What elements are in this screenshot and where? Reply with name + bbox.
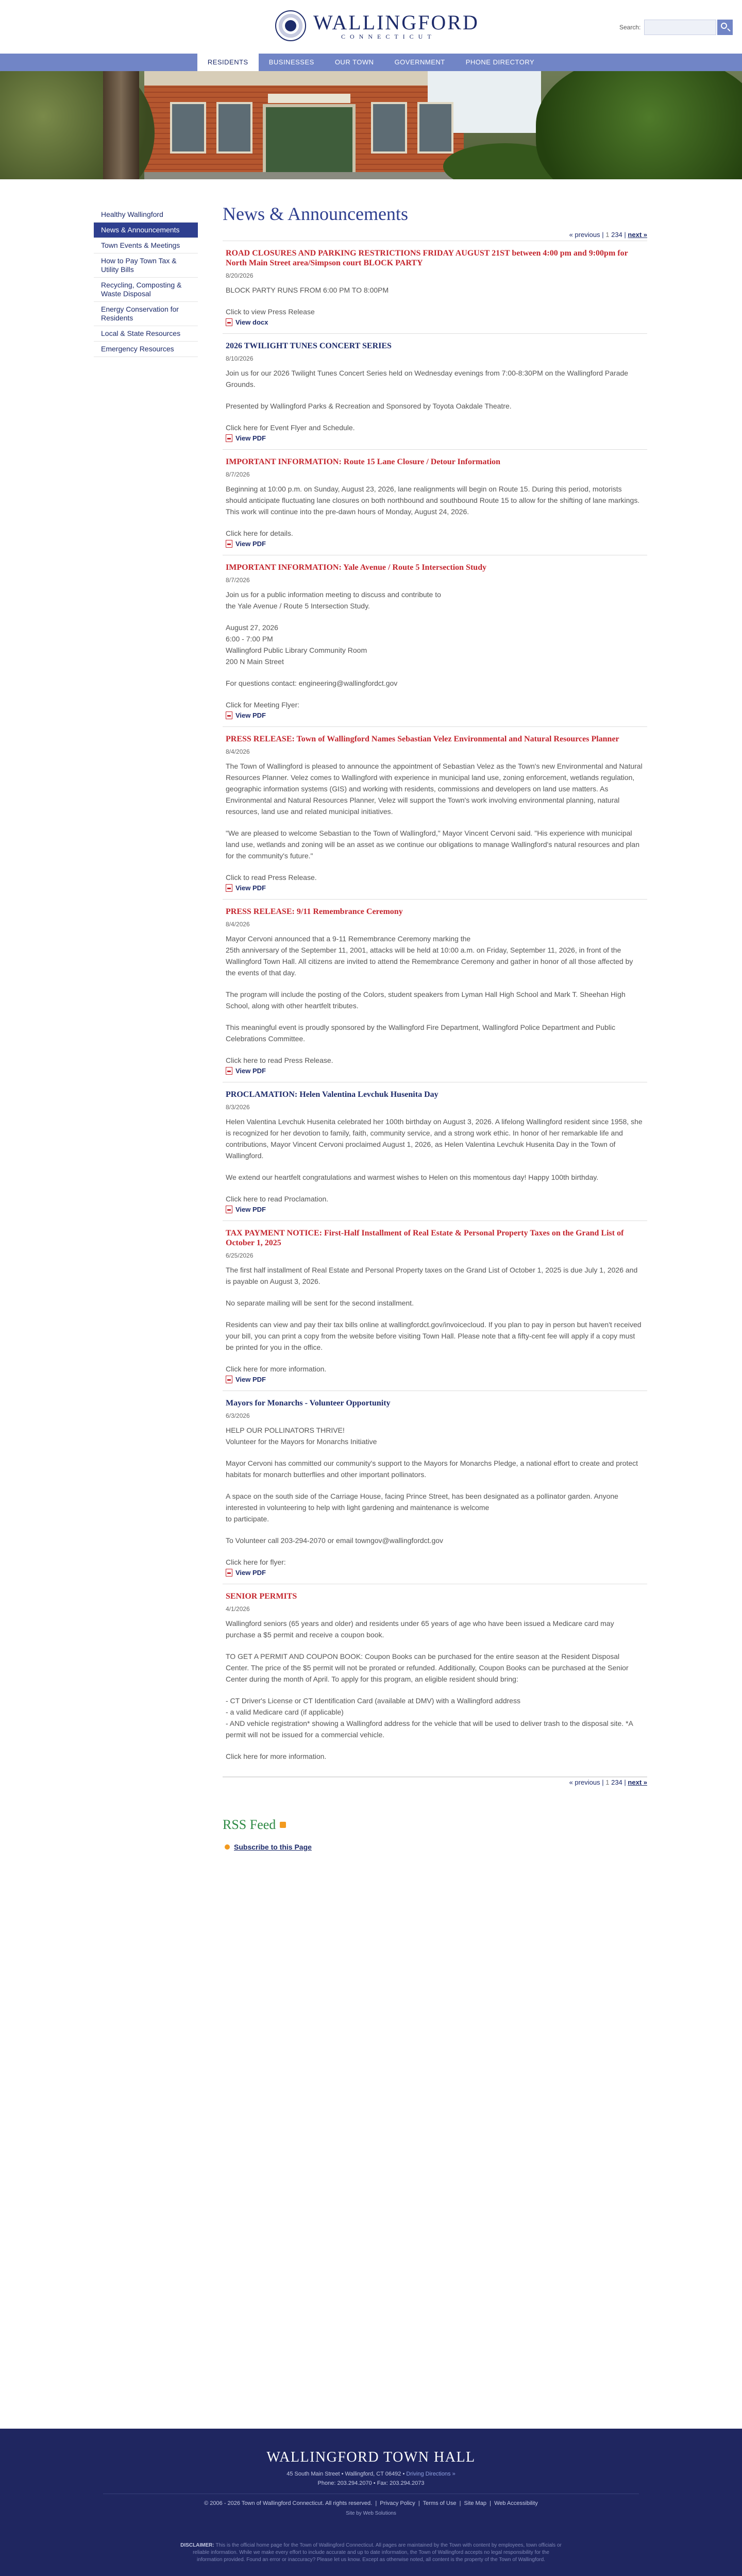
article-date: 6/25/2026 bbox=[226, 1252, 254, 1259]
article-paragraph: Wallingford seniors (65 years and older) and residents under 65 years of age who have been issued a Medicare card may purchase a $5 permit and receive a coupon book. bbox=[226, 1619, 614, 1639]
pager-separator: | bbox=[602, 1778, 604, 1786]
privacy-policy-link[interactable]: Privacy Policy bbox=[380, 2500, 415, 2506]
pager-page-2[interactable]: 2 bbox=[611, 1778, 615, 1786]
article-paragraph: Mayor Cervoni announced that a 9-11 Remembrance Ceremony marking the 25th anniversary of the September 11, 2001, attacks will be held at 10:00 a.m. on Friday, September 11, 2026, in front of the Wallingford Town Hall. All citizens are invited to attend the Remembrance Ceremony and gather in honor of all those affected by the events of that day. bbox=[226, 935, 633, 977]
sidebar-item-news-announcements[interactable]: News & Announcements bbox=[94, 223, 198, 238]
pager-page-4[interactable]: 4 bbox=[618, 1778, 622, 1786]
article-paragraph: Presented by Wallingford Parks & Recreation and Sponsored by Toyota Oakdale Theatre. bbox=[226, 402, 512, 410]
sidebar-item-healthy-wallingford[interactable]: Healthy Wallingford bbox=[94, 207, 198, 223]
terms-of-use-link[interactable]: Terms of Use bbox=[423, 2500, 457, 2506]
pagination-bottom bbox=[223, 1777, 647, 1787]
article-paragraph: TO GET A PERMIT AND COUPON BOOK: Coupon Books can be purchased for the entire season at the Resident Disposal Center. The price of the $5 permit will not be prorated or refunded. Additionally, Coupon Books can be purchased at the Senior Center during the month of April. To apply for this program, an eligible resident should bring: bbox=[226, 1652, 629, 1683]
nav-item-phone-directory[interactable]: PHONE DIRECTORY bbox=[465, 58, 535, 66]
page-title: News & Announcements bbox=[223, 204, 408, 224]
article-title[interactable]: IMPORTANT INFORMATION: Route 15 Lane Closure / Detour Information bbox=[226, 457, 501, 466]
article-paragraph: Click to read Press Release. bbox=[226, 873, 317, 882]
nav-item-government[interactable]: GOVERNMENT bbox=[394, 58, 445, 66]
sidebar-item-town-events[interactable]: Town Events & Meetings bbox=[94, 238, 198, 253]
article-date: 8/20/2026 bbox=[226, 272, 254, 279]
article-paragraph: The Town of Wallingford is pleased to announce the appointment of Sebastian Velez as the Town's new Environmental and Natural Resources Planner. Velez comes to Wallingford with experience in municipal land use, zoning enforcement, wetlands regulation, geographic information systems (GIS) and working with residents, commissions and developers on land use matters. As Environmental and Natural Resources Planner, Velez will support the Town's work involving environmental planning, natural resources, land use and related municipal initiatives. bbox=[226, 762, 643, 816]
article-paragraph: This meaningful event is proudly sponsored by the Wallingford Fire Department, Wallingford Police Department and Public Celebrations Committee. bbox=[226, 1023, 616, 1043]
subscribe-link[interactable] bbox=[225, 1843, 647, 1851]
pager-next[interactable]: next » bbox=[628, 1778, 647, 1786]
pager-previous[interactable]: « previous bbox=[569, 231, 600, 239]
search-label: Search: bbox=[619, 24, 641, 31]
article-title[interactable]: PROCLAMATION: Helen Valentina Levchuk Husenita Day bbox=[226, 1090, 439, 1099]
web-accessibility-link[interactable]: Web Accessibility bbox=[494, 2500, 538, 2506]
article-title[interactable]: TAX PAYMENT NOTICE: First-Half Installment of Real Estate & Personal Property Taxes on the Grand List of October 1, 2025 bbox=[226, 1229, 624, 1247]
article-title[interactable]: SENIOR PERMITS bbox=[226, 1592, 297, 1601]
article-paragraph: Mayor Cervoni has committed our community's support to the Mayors for Monarchs Pledge, a national effort to create and protect habitats for monarch butterflies and other important pollinators. bbox=[226, 1459, 638, 1479]
pager-page-3[interactable]: 3 bbox=[615, 231, 619, 239]
pager-current: 1 bbox=[605, 1778, 610, 1786]
attachment-label: View docx bbox=[235, 318, 268, 326]
attachment-link[interactable] bbox=[226, 711, 644, 719]
article-paragraph: Join us for our 2026 Twilight Tunes Concert Series held on Wednesday evenings from 7:00-8:30PM on the Wallingford Parade Grounds. bbox=[226, 369, 629, 388]
article-paragraph: Helen Valentina Levchuk Husenita celebrated her 100th birthday on August 3, 2026. A lifelong Wallingford resident since 1958, she is recognized for her devotion to family, faith, community service, and a strong work ethic. In honor of her remarkable life and contributions, Mayor Vincent Cervoni proclaimed August 1, 2026, as Helen Valentina Levchuk Husenita Day in the Town of Wallingford. bbox=[226, 1117, 643, 1160]
document-icon bbox=[226, 1067, 232, 1075]
article-paragraph: Click here for Event Flyer and Schedule. bbox=[226, 423, 355, 432]
sidebar-item-recycling[interactable]: Recycling, Composting & Waste Disposal bbox=[94, 278, 198, 302]
article-paragraph: Click here for more information. bbox=[226, 1752, 327, 1760]
nav-item-residents[interactable]: RESIDENTS bbox=[197, 54, 259, 71]
attachment-label: View PDF bbox=[235, 1206, 266, 1213]
search-input[interactable] bbox=[644, 20, 716, 35]
article-paragraph: "We are pleased to welcome Sebastian to the Town of Wallingford," Mayor Vincent Cervoni said. "His experience with municipal land use, wetlands and zoning will be an asset as we continue our obligations to manage Wallingford's natural resources and plan for the community's future." bbox=[226, 829, 639, 860]
attachment-link[interactable] bbox=[226, 434, 644, 442]
sidebar-item-pay-tax-bills[interactable]: How to Pay Town Tax & Utility Bills bbox=[94, 253, 198, 278]
news-article bbox=[223, 727, 647, 900]
article-paragraph: August 27, 2026 6:00 - 7:00 PM Wallingford Public Library Community Room 200 N Main Street bbox=[226, 623, 367, 666]
sidebar-item-energy-conservation[interactable]: Energy Conservation for Residents bbox=[94, 302, 198, 326]
pager-separator: | bbox=[624, 231, 626, 239]
pager-current: 1 bbox=[605, 231, 610, 239]
main-content bbox=[223, 203, 647, 1851]
article-paragraph: To Volunteer call 203-294-2070 or email towngov@wallingfordct.gov bbox=[226, 1536, 444, 1545]
nav-item-businesses[interactable]: BUSINESSES bbox=[268, 58, 314, 66]
pager-page-3[interactable]: 3 bbox=[615, 1778, 619, 1786]
article-paragraph: BLOCK PARTY RUNS FROM 6:00 PM TO 8:00PM bbox=[226, 286, 389, 294]
article-date: 4/1/2026 bbox=[226, 1605, 250, 1613]
attachment-link[interactable] bbox=[226, 1569, 644, 1577]
news-article bbox=[223, 241, 647, 334]
news-article bbox=[223, 1082, 647, 1221]
attachment-label: View PDF bbox=[235, 434, 266, 442]
article-paragraph: Join us for a public information meeting to discuss and contribute to the Yale Avenue / Route 5 Intersection Study. bbox=[226, 590, 441, 610]
attachment-label: View PDF bbox=[235, 884, 266, 892]
attachment-label: View PDF bbox=[235, 711, 266, 719]
article-paragraph: Click here to read Proclamation. bbox=[226, 1195, 329, 1203]
town-hall-entrance bbox=[263, 104, 356, 179]
article-paragraph: No separate mailing will be sent for the second installment. bbox=[226, 1299, 414, 1307]
footer-address: 45 South Main Street • Wallingford, CT 06492 • Driving Directions » bbox=[286, 2471, 456, 2477]
site-header bbox=[0, 0, 742, 54]
news-article bbox=[223, 334, 647, 450]
news-article bbox=[223, 900, 647, 1082]
article-paragraph: Click to view Press Release bbox=[226, 308, 315, 316]
article-title[interactable]: ROAD CLOSURES AND PARKING RESTRICTIONS FRIDAY AUGUST 21ST between 4:00 pm and 9:00pm for North Main Street area/Simpson court BLOCK PARTY bbox=[226, 249, 628, 267]
pager-next[interactable]: next » bbox=[628, 231, 647, 239]
document-icon bbox=[226, 318, 232, 326]
logo-name: WALLINGFORD bbox=[313, 11, 479, 34]
article-paragraph: Beginning at 10:00 p.m. on Sunday, August 23, 2026, lane realignments will begin on Route 15. During this period, motorists should anticipate fluctuating lane closures on both northbound and southbound Route 15 to allow for the shifting of lane markings. This work will continue into the pre-dawn hours of Monday, August 24, 2026. bbox=[226, 485, 640, 516]
attachment-link[interactable] bbox=[226, 318, 644, 326]
footer-copyright: © 2006 - 2026 Town of Wallingford Connecticut. All rights reserved. bbox=[204, 2500, 373, 2506]
rss-section bbox=[223, 1817, 647, 1851]
document-icon bbox=[226, 711, 232, 719]
article-title[interactable]: PRESS RELEASE: 9/11 Remembrance Ceremony bbox=[226, 907, 403, 916]
article-date: 8/4/2026 bbox=[226, 748, 250, 755]
rss-title bbox=[223, 1817, 647, 1833]
article-paragraph: Click here for flyer: bbox=[226, 1558, 286, 1566]
article-paragraph: Click here to read Press Release. bbox=[226, 1056, 333, 1064]
disclaimer-text: This is the official home page for the Town of Wallingford Connecticut. All pages are maintained by the Town with content by employees, town officials or reliable information. While we make every effort to include accurate and up to date information, the Town of Wallingford accepts no legal responsibility for the information provided. Found an error or inaccuracy? Please let us know. Except as otherwise noted, all content is the property of the Town of Wallingford. bbox=[193, 2543, 562, 2563]
attachment-label: View PDF bbox=[235, 540, 266, 548]
pager-separator: | bbox=[602, 231, 604, 239]
article-date: 6/3/2026 bbox=[226, 1412, 250, 1419]
footer-disclaimer bbox=[180, 2542, 562, 2564]
article-paragraph: A space on the south side of the Carriage House, facing Prince Street, has been designated as a pollinator garden. Anyone interested in volunteering to help with light gardening and maintenance is welcome to participate. bbox=[226, 1492, 618, 1523]
article-date: 8/3/2026 bbox=[226, 1104, 250, 1111]
article-date: 8/10/2026 bbox=[226, 355, 254, 362]
attachment-link[interactable] bbox=[226, 1067, 644, 1075]
disclaimer-label: DISCLAIMER: bbox=[180, 2543, 214, 2548]
attachment-label: View PDF bbox=[235, 1569, 266, 1577]
attachment-link[interactable] bbox=[226, 884, 644, 892]
footer-phone: Phone: 203.294.2070 • Fax: 203.294.2073 bbox=[317, 2480, 425, 2486]
news-article bbox=[223, 1221, 647, 1391]
article-title[interactable]: IMPORTANT INFORMATION: Yale Avenue / Route 5 Intersection Study bbox=[226, 563, 487, 572]
sidebar-nav bbox=[94, 207, 198, 357]
town-hall-sign bbox=[268, 94, 350, 103]
logo-subtitle: CONNECTICUT bbox=[341, 33, 436, 40]
news-article bbox=[223, 1391, 647, 1584]
article-title[interactable]: PRESS RELEASE: Town of Wallingford Names Sebastian Velez Environmental and Natural Resources Planner bbox=[226, 735, 619, 743]
pager-page-2[interactable]: 2 bbox=[611, 231, 615, 239]
attachment-link[interactable] bbox=[226, 1376, 644, 1383]
site-map-link[interactable]: Site Map bbox=[464, 2500, 486, 2506]
article-paragraph: The program will include the posting of the Colors, student speakers from Lyman Hall High School and Mark T. Sheehan High School, along with other heartfelt tributes. bbox=[226, 990, 626, 1010]
sidebar-item-emergency-resources[interactable]: Emergency Resources bbox=[94, 342, 198, 357]
article-paragraph: HELP OUR POLLINATORS THRIVE! Volunteer for the Mayors for Monarchs Initiative bbox=[226, 1426, 377, 1446]
document-icon bbox=[226, 540, 232, 548]
article-date: 8/7/2026 bbox=[226, 471, 250, 478]
rss-title-text: RSS Feed bbox=[223, 1817, 276, 1832]
news-article bbox=[223, 555, 647, 727]
document-icon bbox=[226, 1206, 232, 1213]
rss-icon bbox=[280, 1822, 286, 1828]
document-icon bbox=[226, 1569, 232, 1577]
article-paragraph: The first half installment of Real Estate and Personal Property taxes on the Grand List of October 1, 2025 is due July 1, 2026 and is payable on August 3, 2026. bbox=[226, 1266, 638, 1285]
document-icon bbox=[226, 884, 232, 892]
main-nav bbox=[0, 54, 742, 71]
footer-copyright-row: © 2006 - 2026 Town of Wallingford Connecticut. All rights reserved. | Privacy Policy | Terms of Use | Site Map | Web Accessibility bbox=[204, 2500, 538, 2506]
attachment-label: View PDF bbox=[235, 1067, 266, 1075]
town-logo[interactable] bbox=[275, 10, 479, 41]
article-title[interactable]: 2026 TWILIGHT TUNES CONCERT SERIES bbox=[226, 342, 392, 350]
document-icon bbox=[226, 1376, 232, 1383]
pager-previous[interactable]: « previous bbox=[569, 1778, 600, 1786]
article-list bbox=[223, 241, 647, 1777]
hero-image bbox=[0, 71, 742, 179]
article-paragraph: Click here for more information. bbox=[226, 1365, 327, 1373]
article-date: 8/7/2026 bbox=[226, 577, 250, 584]
driving-directions-link[interactable]: Driving Directions » bbox=[406, 2471, 456, 2477]
pager-separator: | bbox=[624, 1778, 626, 1786]
article-paragraph: We extend our heartfelt congratulations and warmest wishes to Helen on this momentous day! Happy 100th birthday. bbox=[226, 1173, 599, 1181]
article-paragraph: - CT Driver's License or CT Identification Card (available at DMV) with a Wallingford address - a valid Medicare card (if applicable) - AND vehicle registration* showing a Wallingford address for the vehicle that will be used to deliver trash to the disposal site. *A permit will not be issued for a commercial vehicle. bbox=[226, 1697, 633, 1739]
subscribe-label: Subscribe to this Page bbox=[234, 1843, 312, 1851]
article-title[interactable]: Mayors for Monarchs - Volunteer Opportunity bbox=[226, 1399, 391, 1408]
article-paragraph: Click here for details. bbox=[226, 529, 293, 537]
footer-town-hall-name: WALLINGFORD TOWN HALL bbox=[266, 2449, 476, 2465]
rss-bullet-icon bbox=[225, 1844, 230, 1850]
article-paragraph: For questions contact: engineering@wallingfordct.gov bbox=[226, 679, 398, 687]
search-icon bbox=[721, 23, 727, 29]
news-article bbox=[223, 450, 647, 555]
pagination-top bbox=[223, 231, 647, 241]
article-date: 8/4/2026 bbox=[226, 921, 250, 928]
article-paragraph: Residents can view and pay their tax bills online at wallingfordct.gov/invoicecloud. If you plan to pay in person but haven't received your bill, you can print a copy from the website before visiting Town Hall. Please note that a fifty-cent fee will apply if a copy must be printed for you in the office. bbox=[226, 1320, 642, 1351]
site-by-link[interactable]: Site by Web Solutions bbox=[346, 2511, 396, 2516]
attachment-label: View PDF bbox=[235, 1376, 266, 1383]
search-button[interactable] bbox=[717, 20, 733, 35]
news-article bbox=[223, 1584, 647, 1777]
article-paragraph: Click for Meeting Flyer: bbox=[226, 701, 300, 709]
attachment-link[interactable] bbox=[226, 1206, 644, 1213]
site-footer bbox=[0, 2429, 742, 2576]
document-icon bbox=[226, 434, 232, 442]
pager-page-4[interactable]: 4 bbox=[618, 231, 622, 239]
nav-item-our-town[interactable]: OUR TOWN bbox=[334, 58, 374, 66]
town-seal-icon bbox=[275, 10, 306, 41]
sidebar-item-local-state-resources[interactable]: Local & State Resources bbox=[94, 326, 198, 342]
attachment-link[interactable] bbox=[226, 540, 644, 548]
